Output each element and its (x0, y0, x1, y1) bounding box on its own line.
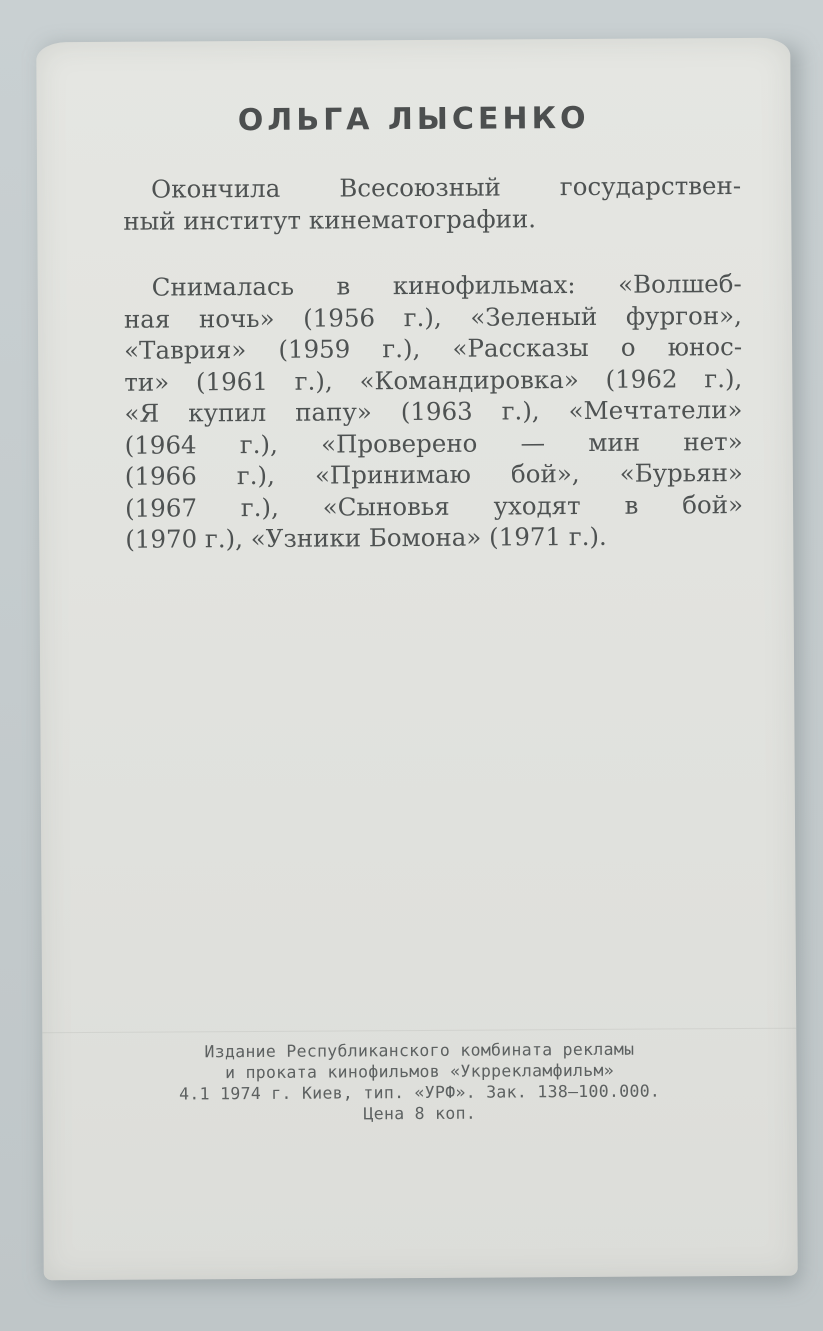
postcard-back (36, 38, 798, 1281)
filmography-line: «Я купил папу» (1963 г.), «Мечтатели» (124, 395, 743, 428)
paper-crease (42, 1028, 796, 1034)
filmography-line: Снималась в кинофильмах: «Волшеб- (151, 269, 742, 302)
education-paragraph (123, 170, 741, 237)
price-line: Цена 8 коп. (363, 1103, 477, 1124)
imprint-line: и проката кинофильмов «Укррекламфильм» (225, 1060, 615, 1083)
filmography-paragraph (124, 268, 744, 555)
filmography-line: ти» (1961 г.), «Командировка» (1962 г.), (124, 363, 743, 397)
education-line: ный институт кинематографии. (123, 203, 537, 236)
imprint-line: 4.1 1974 г. Киев, тип. «УРФ». Зак. 138—100.000. (179, 1081, 661, 1104)
education-line: Окончила Всесоюзный государствен- (151, 171, 742, 204)
actress-name-title: ОЛЬГА ЛЫСЕНКО (237, 100, 590, 139)
filmography-line: (1966 г.), «Принимаю бой», «Бурьян» (124, 458, 743, 491)
imprint-line: Издание Республиканского комбината рекламы (204, 1039, 635, 1062)
filmography-line: ная ночь» (1956 г.), «Зеленый фургон», (123, 300, 742, 334)
filmography-line: (1964 г.), «Проверено — мин нет» (124, 426, 743, 460)
filmography-line: «Таврия» (1959 г.), «Рассказы о юнос- (124, 332, 743, 365)
publisher-imprint (42, 1038, 796, 1127)
filmography-line: (1967 г.), «Сыновья уходят в бой» (124, 489, 744, 523)
filmography-line: (1970 г.), «Узники Бомона» (1971 г.). (125, 521, 607, 554)
